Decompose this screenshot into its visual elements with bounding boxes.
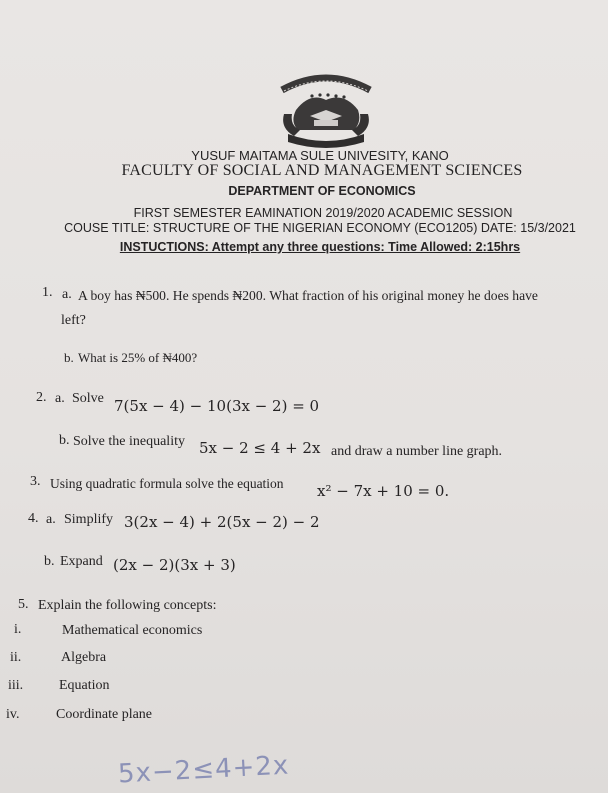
question-4b-label: b.: [44, 554, 55, 569]
department-name: DEPARTMENT OF ECONOMICS: [228, 184, 416, 198]
question-1b-label: b.: [64, 350, 74, 365]
handwritten-note: 5x−2≤4+2x: [117, 750, 290, 790]
concept-item: Coordinate plane: [56, 707, 153, 722]
question-5-text: Explain the following concepts:: [38, 598, 217, 613]
exam-instructions: INSTUCTIONS: Attempt any three questions: Time Allowed: 2:15hrs: [119, 240, 521, 254]
question-5-number: 5.: [18, 597, 29, 612]
faculty-name: FACULTY OF SOCIAL AND MANAGEMENT SCIENCES: [121, 162, 523, 179]
question-3-equation: x² − 7x + 10 = 0.: [317, 482, 450, 500]
question-2a-label: a.: [55, 391, 65, 406]
question-2b-text: Solve the inequality: [73, 434, 185, 449]
concept-numeral: ii.: [10, 650, 22, 665]
question-3-number: 3.: [30, 474, 41, 489]
exam-session: FIRST SEMESTER EAMINATION 2019/2020 ACADEMIC SESSION: [133, 206, 513, 220]
question-2a-text: Solve: [72, 391, 104, 406]
concept-numeral: iv.: [6, 707, 20, 722]
question-4-number: 4.: [28, 511, 39, 526]
question-4b-text: Expand: [60, 554, 103, 569]
concept-item: Mathematical economics: [62, 623, 203, 638]
course-title: COUSE TITLE: STRUCTURE OF THE NIGERIAN ECONOMY (ECO1205) DATE: 15/3/2021: [64, 221, 576, 235]
question-4a-label: a.: [46, 512, 56, 527]
question-2-number: 2.: [36, 390, 47, 405]
question-1b-text: What is 25% of ₦400?: [78, 350, 198, 365]
concept-numeral: iii.: [8, 678, 24, 693]
question-3-text: Using quadratic formula solve the equation: [50, 476, 284, 491]
question-2a-equation: 7(5x − 4) − 10(3x − 2) = 0: [114, 397, 320, 415]
question-1a-label: a.: [62, 287, 72, 302]
university-crest-icon: [270, 70, 382, 150]
question-2b-instruction: and draw a number line graph.: [331, 444, 503, 459]
concept-numeral: i.: [14, 622, 22, 637]
question-4a-text: Simplify: [64, 512, 114, 527]
question-1-number: 1.: [42, 285, 53, 300]
question-4a-expression: 3(2x − 4) + 2(5x − 2) − 2: [124, 513, 320, 531]
concept-item: Algebra: [61, 650, 107, 665]
question-2b-label: b.: [59, 433, 70, 448]
university-name: YUSUF MAITAMA SULE UNIVESITY, KANO: [191, 148, 449, 163]
question-2b-inequality: 5x − 2 ≤ 4 + 2x: [199, 439, 321, 457]
question-4b-expression: (2x − 2)(3x + 3): [113, 556, 236, 574]
question-1a-continued: left?: [61, 313, 86, 328]
question-1a-text: A boy has ₦500. He spends ₦200. What fraction of his original money he does have: [78, 288, 538, 303]
concept-item: Equation: [59, 678, 110, 693]
